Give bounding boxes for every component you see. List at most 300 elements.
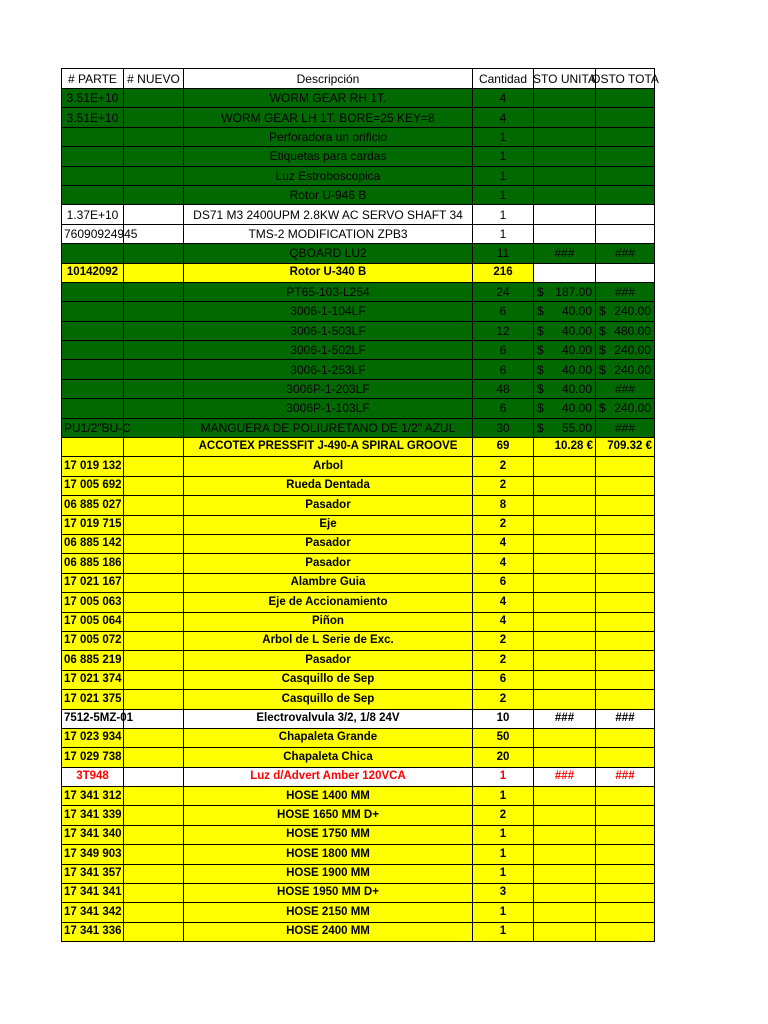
cell-cantidad-text: 8 [499,498,507,511]
cell-cantidad [473,806,534,825]
cell-parte-text: 17 021 375 [64,692,122,705]
cell-costo-unitario [534,399,596,418]
cell-costo-total [596,457,655,476]
cell-cantidad [473,360,534,379]
cell-costo-unitario [534,826,596,845]
cell-costo-unitario-text: ### [554,711,575,724]
cell-costo-total [596,535,655,554]
cell-cantidad-text: 1 [499,188,507,203]
table-row [62,477,655,496]
amount-value: 240.00 [614,304,651,319]
cell-descripcion-text: Arbol [312,459,344,472]
cell-parte-text: 17 019 715 [64,518,122,531]
cell-cantidad [473,865,534,884]
cell-costo-total-text: ### [614,246,636,261]
cell-descripcion-text: Rotor U-946 B [289,188,367,203]
cell-costo-unitario [534,884,596,903]
cell-costo-unitario [534,302,596,321]
cell-costo-unitario-text: ### [554,246,575,261]
cell-nuevo [124,651,184,670]
table-row [62,690,655,709]
cell-parte [62,671,124,690]
cell-parte [62,516,124,535]
cell-costo-total [596,651,655,670]
cell-cantidad [473,322,534,341]
cell-cantidad [473,535,534,554]
table-row [62,865,655,884]
cell-cantidad [473,710,534,729]
cell-nuevo [124,477,184,496]
currency-symbol: $ [537,401,544,416]
cell-costo-total [596,186,655,205]
cell-parte [62,399,124,418]
cell-nuevo [124,787,184,806]
cell-descripcion [184,302,473,321]
amount-value: 40.00 [561,382,592,397]
cell-parte-text: 10142092 [66,265,119,278]
cell-descripcion [184,632,473,651]
currency-symbol: $ [537,382,544,397]
cell-nuevo [124,632,184,651]
cell-nuevo [124,574,184,593]
cell-descripcion [184,671,473,690]
cell-parte-text: 17 005 692 [64,479,122,492]
cell-nuevo [124,322,184,341]
cell-costo-unitario [534,147,596,166]
cell-costo-unitario [534,167,596,186]
cell-descripcion-text: WORM GEAR RH 1T. [269,91,387,106]
cell-descripcion [184,690,473,709]
cell-descripcion-text: 3006-1-253LF [290,362,366,377]
table-row [62,225,655,244]
cell-costo-total [596,845,655,864]
table-row [62,593,655,612]
cell-nuevo [124,516,184,535]
table-row [62,516,655,535]
cell-nuevo [124,205,184,224]
cell-parte-text: 06 885 186 [64,556,122,569]
cell-descripcion-text: Eje [319,518,337,531]
column-header-nuevo-text: # NUEVO [127,71,180,86]
cell-cantidad-text: 4 [499,614,507,627]
cell-cantidad [473,128,534,147]
cell-costo-total [596,399,655,418]
cell-cantidad-text: 6 [499,362,507,377]
cell-descripcion-text: Chapaleta Chica [283,750,373,763]
cell-nuevo [124,380,184,399]
cell-costo-total-text: ### [615,711,635,724]
cell-costo-total-text: ### [615,770,635,783]
table-row [62,205,655,224]
cell-cantidad [473,923,534,942]
cell-cantidad-text: 6 [499,304,507,319]
cell-costo-total [596,283,655,302]
cell-costo-total [596,89,655,108]
cell-descripcion-text: Rueda Dentada [286,479,370,492]
column-header-costo-total [591,69,659,89]
cell-cantidad-text: 4 [499,537,507,550]
cell-descripcion-text: Casquillo de Sep [281,692,375,705]
cell-descripcion [184,108,473,127]
cell-cantidad-text: 1 [499,207,507,222]
cell-descripcion [184,710,473,729]
cell-costo-total [596,244,655,263]
cell-descripcion-text: 3006-1-502LF [290,343,366,358]
cell-descripcion [184,613,473,632]
cell-nuevo [124,244,184,263]
cell-costo-unitario [534,554,596,573]
cell-costo-unitario [534,923,596,942]
table-row [62,302,655,321]
column-header-cantidad-text: Cantidad [478,71,528,86]
cell-parte [62,244,124,263]
cell-cantidad [473,89,534,108]
cell-parte-text: 17 021 167 [64,576,122,589]
cell-costo-unitario [534,729,596,748]
cell-parte [62,147,124,166]
cell-cantidad-text: 2 [499,459,507,472]
cell-costo-unitario [534,380,596,399]
cell-costo-total [596,302,655,321]
table-row [62,283,655,302]
table-row [62,826,655,845]
cell-cantidad [473,205,534,224]
cell-descripcion-text: Perforadora un orificio [268,129,388,144]
amount-value: 40.00 [561,401,592,416]
column-header-parte [62,69,124,89]
cell-parte [62,302,124,321]
cell-cantidad-text: 2 [499,692,507,705]
cell-parte [62,613,124,632]
cell-costo-total-text: ### [614,420,636,435]
cell-nuevo [124,748,184,767]
cell-costo-total [596,826,655,845]
cell-costo-unitario [534,477,596,496]
cell-descripcion-text: MANGUERA DE POLIURETANO DE 1/2" AZUL [200,420,456,435]
table-row [62,903,655,922]
cell-nuevo [124,419,184,438]
cell-descripcion [184,341,473,360]
cell-cantidad [473,399,534,418]
cell-parte-text: 17 005 064 [64,614,122,627]
cell-parte [62,322,124,341]
cell-parte [62,438,124,457]
table-row [62,671,655,690]
cell-costo-total [596,671,655,690]
cell-descripcion-text: Pasador [305,653,351,666]
cell-parte-text: 17 005 072 [64,634,122,647]
cell-descripcion-text: Casquillo de Sep [281,673,375,686]
cell-descripcion-text: Piñon [312,614,344,627]
cell-parte [62,903,124,922]
amount-value: 55.00 [561,420,592,435]
cell-cantidad [473,768,534,787]
cell-cantidad [473,419,534,438]
cell-costo-total [596,768,655,787]
cell-cantidad [473,283,534,302]
cell-descripcion-text: ACCOTEX PRESSFIT J-490-A SPIRAL GROOVE [198,440,458,453]
cell-costo-unitario [534,903,596,922]
cell-parte-text: 06 885 142 [64,537,122,550]
cell-nuevo [124,690,184,709]
cell-cantidad-text: 1 [499,168,507,183]
cell-costo-unitario [534,186,596,205]
cell-descripcion [184,516,473,535]
cell-cantidad [473,845,534,864]
currency-symbol: $ [599,304,606,319]
cell-descripcion-text: Arbol de L Serie de Exc. [262,634,394,647]
cell-costo-unitario [534,768,596,787]
cell-cantidad-text: 1 [499,149,507,164]
table-row [62,147,655,166]
cell-parte-text: 3.51E+10 [66,91,119,106]
cell-costo-total-text: 709.32 € [607,440,652,453]
amount-value: 40.00 [561,362,592,377]
cell-cantidad [473,225,534,244]
cell-cantidad [473,903,534,922]
cell-costo-unitario [534,438,596,457]
cell-cantidad-text: 48 [496,382,510,397]
cell-parte-text: 17 341 341 [64,886,122,899]
cell-parte [62,380,124,399]
cell-cantidad-text: 11 [496,246,510,261]
cell-nuevo [124,108,184,127]
cell-descripcion-text: Pasador [305,537,351,550]
cell-cantidad [473,632,534,651]
cell-parte [62,651,124,670]
cell-cantidad [473,651,534,670]
table-row [62,787,655,806]
table-row [62,399,655,418]
table-row [62,496,655,515]
currency-symbol: $ [537,323,544,338]
cell-nuevo [124,768,184,787]
table-row [62,554,655,573]
cell-cantidad [473,167,534,186]
cell-descripcion [184,826,473,845]
column-header-nuevo [124,69,184,89]
cell-costo-unitario [534,651,596,670]
cell-costo-total [596,360,655,379]
spreadsheet-table [61,68,659,942]
cell-cantidad-text: 4 [499,91,507,106]
cell-descripcion [184,457,473,476]
cell-parte [62,729,124,748]
cell-costo-unitario [534,535,596,554]
table-row [62,632,655,651]
cell-costo-unitario [534,613,596,632]
amount-value: 240.00 [614,401,651,416]
cell-parte-text: 7512-5MZ-01 [64,711,134,724]
cell-parte-text: 06 885 027 [64,498,122,511]
cell-cantidad-text: 1 [499,770,507,783]
cell-nuevo [124,457,184,476]
table-row [62,574,655,593]
cell-nuevo [124,671,184,690]
cell-cantidad [473,186,534,205]
table-row [62,360,655,379]
table-row [62,419,655,438]
cell-cantidad-text: 50 [496,731,510,744]
cell-cantidad [473,574,534,593]
cell-descripcion [184,419,473,438]
cell-parte-text: 17 023 934 [64,731,122,744]
cell-cantidad-text: 12 [496,323,510,338]
cell-nuevo [124,554,184,573]
table-row [62,748,655,767]
cell-cantidad [473,729,534,748]
cell-parte-text: 76090924945 [64,226,138,241]
cell-cantidad [473,496,534,515]
cell-nuevo [124,923,184,942]
cell-costo-total [596,496,655,515]
cell-costo-unitario [534,516,596,535]
cell-descripcion [184,244,473,263]
cell-costo-unitario-text: ### [554,770,575,783]
cell-descripcion [184,205,473,224]
cell-parte [62,884,124,903]
cell-descripcion [184,264,473,283]
cell-nuevo [124,302,184,321]
cell-cantidad [473,264,534,283]
cell-parte [62,225,138,244]
cell-costo-total [596,128,655,147]
cell-costo-total [596,710,655,729]
cell-descripcion-text: 3006-1-104LF [290,304,366,319]
cell-parte [62,554,124,573]
cell-parte-text: 3T948 [76,770,109,783]
amount-value: 240.00 [614,362,651,377]
cell-costo-unitario [534,244,596,263]
currency-symbol: $ [537,285,544,300]
table-header-row [62,69,659,89]
amount-value: 480.00 [614,323,651,338]
cell-descripcion-text: Electrovalvula 3/2, 1/8 24V [256,711,400,724]
cell-parte [62,768,124,787]
cell-descripcion-text: QBOARD LU2 [289,246,367,261]
cell-costo-unitario [534,593,596,612]
cell-cantidad [473,884,534,903]
cell-cantidad-text: 2 [499,479,507,492]
cell-cantidad-text: 6 [499,343,507,358]
cell-costo-total [596,593,655,612]
cell-descripcion-text: 3006-1-503LF [290,323,366,338]
cell-costo-unitario [534,710,596,729]
cell-costo-unitario [534,457,596,476]
cell-nuevo [124,283,184,302]
cell-parte-text: 17 019 132 [64,459,122,472]
cell-descripcion-text: PT65-103-L254 [286,285,370,300]
table-row [62,244,655,263]
cell-costo-unitario [534,128,596,147]
column-header-descripcion [184,69,473,89]
cell-nuevo [124,903,184,922]
cell-nuevo [124,826,184,845]
cell-cantidad-text: 1 [499,905,507,918]
cell-cantidad-text: 4 [499,595,507,608]
cell-descripcion-text: Pasador [305,556,351,569]
currency-symbol: $ [537,343,544,358]
cell-parte-text: 17 349 903 [64,847,122,860]
cell-cantidad-text: 2 [499,518,507,531]
cell-parte-text: 3.51E+10 [66,110,119,125]
cell-cantidad [473,380,534,399]
cell-cantidad-text: 2 [499,808,507,821]
cell-descripcion [184,360,473,379]
cell-costo-total [596,438,655,457]
cell-nuevo [124,128,184,147]
cell-cantidad [473,593,534,612]
cell-costo-unitario [534,690,596,709]
cell-costo-unitario [534,108,596,127]
cell-costo-total [596,380,655,399]
table-row [62,89,655,108]
cell-parte-text: 17 341 342 [64,905,122,918]
cell-costo-unitario [534,865,596,884]
cell-descripcion-text: Rotor U-340 B [289,265,367,278]
cell-descripcion-text: HOSE 1950 MM D+ [277,886,379,899]
cell-descripcion [184,186,473,205]
cell-cantidad [473,244,534,263]
cell-descripcion-text: Pasador [305,498,351,511]
cell-nuevo [124,613,184,632]
cell-costo-unitario [534,632,596,651]
cell-descripcion [184,651,473,670]
cell-parte [62,690,124,709]
cell-costo-total [596,923,655,942]
cell-costo-total [596,748,655,767]
cell-parte-text: 17 341 339 [64,808,122,821]
cell-parte [62,787,124,806]
cell-cantidad [473,787,534,806]
cell-parte [62,593,124,612]
cell-costo-total [596,147,655,166]
table-row [62,167,655,186]
cell-costo-total [596,341,655,360]
cell-costo-unitario [534,496,596,515]
cell-descripcion-text: DS71 M3 2400UPM 2.8KW AC SERVO SHAFT 34 [193,207,463,222]
currency-symbol: $ [599,343,606,358]
currency-symbol: $ [599,401,606,416]
table-row [62,729,655,748]
cell-nuevo [124,186,184,205]
cell-descripcion-text: 3006P-1-103LF [286,401,370,416]
cell-parte [62,535,124,554]
cell-parte-text: 17 341 357 [64,867,122,880]
cell-parte [62,574,124,593]
cell-costo-unitario [534,264,596,283]
table-row [62,613,655,632]
cell-costo-unitario [534,419,596,438]
table-row [62,457,655,476]
cell-cantidad [473,690,534,709]
cell-descripcion [184,845,473,864]
cell-parte-text: 17 341 312 [64,789,122,802]
cell-parte-text: 17 341 336 [64,925,122,938]
cell-parte-text: 17 021 374 [64,673,122,686]
cell-costo-unitario-text: 10.28 € [554,440,593,453]
cell-parte [62,419,131,438]
cell-costo-total [596,884,655,903]
cell-costo-total [596,205,655,224]
cell-descripcion-text: Luz d/Advert Amber 120VCA [250,770,406,783]
table-row [62,535,655,554]
cell-descripcion [184,884,473,903]
cell-descripcion-text: Etiquetas para cardas [269,149,387,164]
amount-value: 40.00 [561,323,592,338]
cell-descripcion [184,399,473,418]
cell-nuevo [124,884,184,903]
